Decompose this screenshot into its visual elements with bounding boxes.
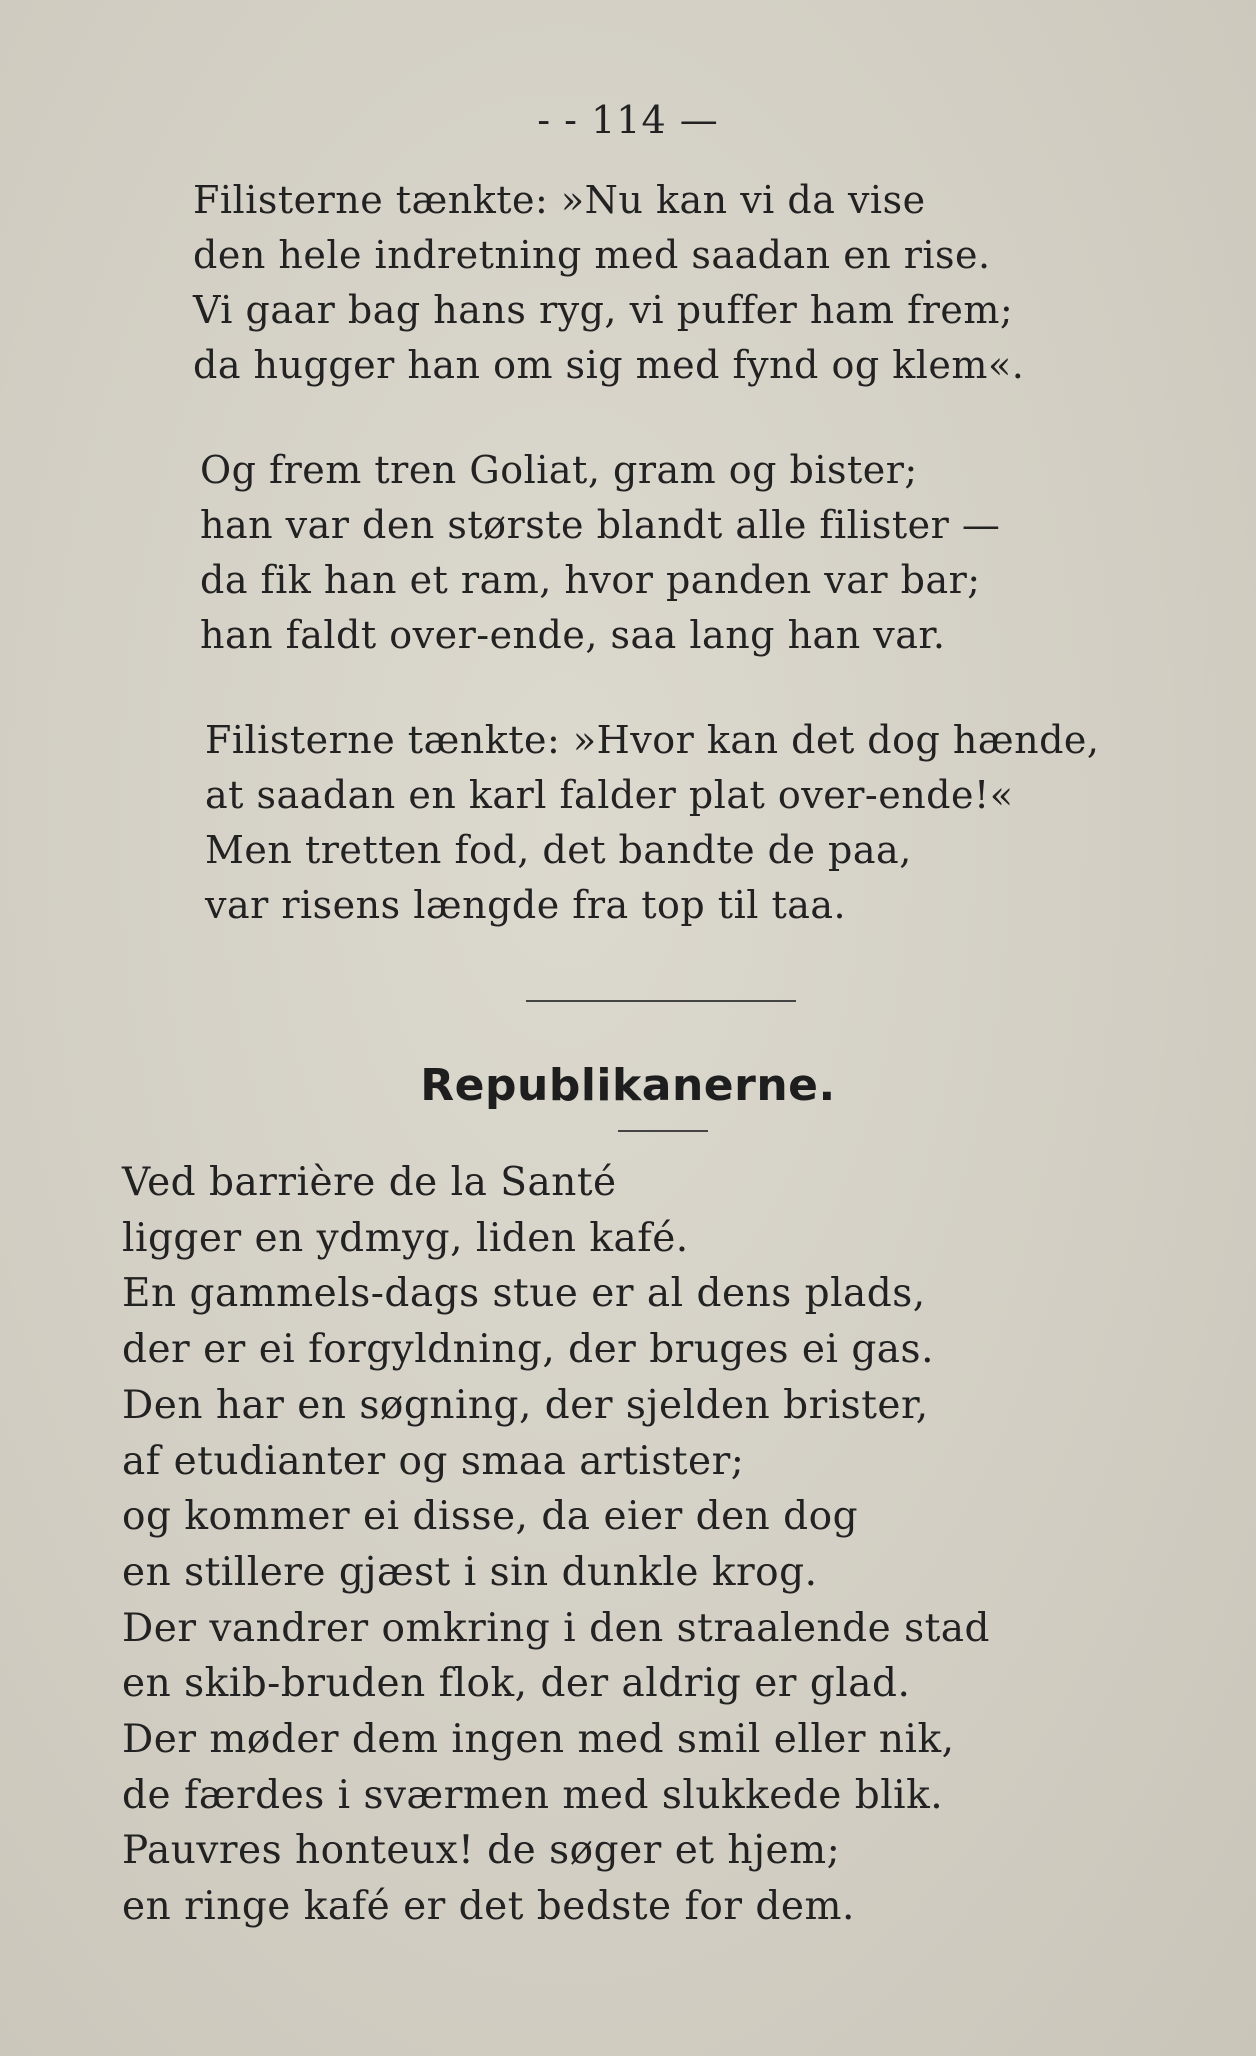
section-divider [526,1000,796,1002]
verse-line: Filisterne tænkte: »Hvor kan det dog hænde, [205,718,1100,762]
verse-line: Ved barrière de la Santé [122,1160,617,1205]
verse-line: de færdes i sværmen med slukkede blik. [122,1772,944,1818]
verse-line: der er ei forgyldning, der bruges ei gas. [122,1327,934,1373]
verse-line: En gammels-dags stue er al dens plads, [122,1271,926,1317]
verse-line: Pauvres honteux! de søger et hjem; [122,1828,841,1874]
verse-line: at saadan en karl falder plat over-ende!« [205,773,1014,817]
verse-line: Og frem tren Goliat, gram og bister; [200,448,918,492]
stanza-2 [200,443,1000,663]
verse-line: Den har en søgning, der sjelden brister, [122,1382,929,1428]
verse-line: Vi gaar bag hans ryg, vi puffer ham frem; [193,288,1014,332]
verse-line: da fik han et ram, hvor panden var bar; [200,558,981,602]
verse-line: og kommer ei disse, da eier den dog [122,1494,859,1540]
verse-line: Men tretten fod, det bandte de paa, [205,828,912,872]
verse-line: Filisterne tænkte: »Nu kan vi da vise [193,178,926,222]
stanza-3 [205,713,1099,933]
verse-line: en skib-bruden flok, der aldrig er glad. [122,1661,911,1707]
verse-line: var risens længde fra top til taa. [205,883,847,927]
poem-body [122,1155,990,1935]
verse-line: en stillere gjæst i sin dunkle krog. [122,1549,818,1595]
verse-line: han var den største blandt alle filister — [200,503,1001,547]
verse-line: Der møder dem ingen med smil eller nik, [122,1717,955,1763]
verse-line: da hugger han om sig med fynd og klem«. [193,343,1025,387]
verse-line: af etudianter og smaa artister; [122,1438,745,1484]
poem-title: Republikanerne. [420,1060,836,1111]
title-underline [618,1130,708,1132]
verse-line: en ringe kafé er det bedste for dem. [122,1884,855,1930]
verse-line: han faldt over-ende, saa lang han var. [200,613,946,657]
stanza-1 [193,173,1024,393]
page-number: - - 114 — [537,98,719,142]
verse-line: ligger en ydmyg, liden kafé. [122,1215,689,1261]
verse-line: Der vandrer omkring i den straalende stad [122,1605,990,1651]
verse-line: den hele indretning med saadan en rise. [193,233,991,277]
